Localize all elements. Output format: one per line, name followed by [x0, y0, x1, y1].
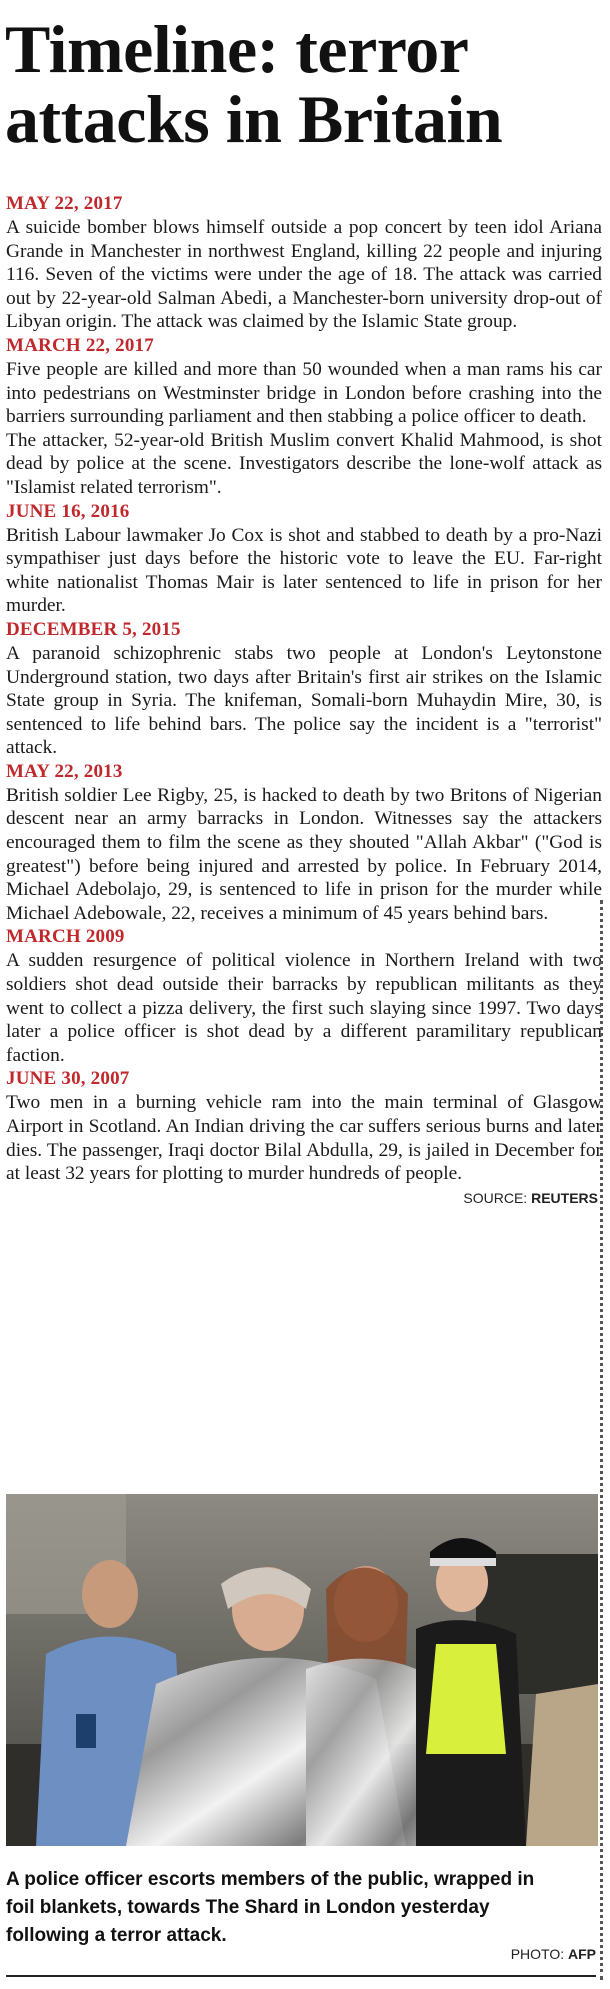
timeline-entry [6, 760, 602, 926]
bottom-rule [6, 1975, 596, 1977]
source-credit [6, 1190, 602, 1206]
entry-text: A paranoid schizophrenic stabs two people at London's Leytonstone Underground station, two days after Britain's first air strikes on the Islamic State group in Syria. The knifeman, Somali-born Muhaydin Mire, 30, is sentenced to life behind bars. The police say the incident is a "terrorist" attack. [6, 642, 602, 759]
timeline-article [6, 192, 602, 1206]
column-divider [600, 900, 603, 1980]
source-label: SOURCE: [463, 1189, 528, 1206]
photo-caption: A police officer escorts members of the public, wrapped in foil blankets, towards The Shard in London yesterday following a terror attack. [6, 1869, 535, 1946]
timeline-entry [6, 1067, 602, 1185]
timeline-entry [6, 618, 602, 760]
credit-label: PHOTO: [510, 1946, 565, 1962]
entry-date: DECEMBER 5, 2015 [6, 618, 181, 640]
entry-date: MAY 22, 2013 [6, 760, 123, 782]
source-name: REUTERS [531, 1189, 598, 1206]
entry-text: A suicide bomber blows himself outside a pop concert by teen idol Ariana Grande in Manchester in northwest England, killing 22 people and injuring 116. Seven of the victims were under the age of 18. The attack was carried out by 22-year-old Salman Abedi, a Manchester-born university drop-out of Libyan origin. The attack was claimed by the Islamic State group. [6, 217, 602, 333]
entry-text: British soldier Lee Rigby, 25, is hacked to death by two Britons of Nigerian descent near an army barracks in London. Witnesses say the attackers encouraged them to film the scene as they shouted "Allah Akbar" ("God is greatest") before being injured and arrested by police. In February 2014, Michael Adebolajo, 29, is sentenced to life in prison for the murder while Michael Adebowale, 22, receives a minimum of 45 years behind bars. [6, 784, 602, 924]
timeline-entry [6, 192, 602, 334]
credit-name: AFP [568, 1946, 596, 1962]
entry-text: The attacker, 52-year-old British Muslim convert Khalid Mahmood, is shot dead by police at the scene. Investigators describe the lone-wolf attack as "Islamist related terrorism". [6, 429, 602, 498]
entry-date: MARCH 22, 2017 [6, 334, 154, 356]
timeline-entry [6, 500, 602, 618]
entry-text: Two men in a burning vehicle ram into the main terminal of Glasgow Airport in Scotland. An Indian driving the car suffers serious burns and later dies. The passenger, Iraqi doctor Bilal Abdulla, 29, is jailed in December for at least 32 years for plotting to murder hundreds of people. [6, 1092, 602, 1185]
entry-date: MAY 22, 2017 [6, 193, 123, 214]
news-photo [6, 1494, 598, 1846]
photo-credit [511, 1946, 596, 1962]
headline: Timeline: terror attacks in Britain [5, 11, 503, 157]
entry-date: MARCH 2009 [6, 926, 125, 948]
entry-date: JUNE 16, 2016 [6, 500, 130, 522]
photo-illustration [6, 1494, 598, 1846]
entry-text: Five people are killed and more than 50 wounded when a man rams his car into pedestrians on Westminster bridge in London before crashing into the barriers surrounding parliament and then stabbing a police officer to death. [6, 358, 602, 428]
entry-text: British Labour lawmaker Jo Cox is shot and stabbed to death by a pro-Nazi sympathiser just days before the historic vote to leave the EU. Far-right white nationalist Thomas Mair is later sentenced to life in prison for her murder. [6, 524, 602, 617]
timeline-entry [6, 334, 602, 500]
entry-text: A sudden resurgence of political violence in Northern Ireland with two soldiers shot dead outside their barracks by republican militants as they went to collect a pizza delivery, the first such slaying since 1997. Two days later a police officer is shot dead by a different paramilitary republican faction. [6, 950, 602, 1066]
entry-date: JUNE 30, 2007 [6, 1068, 130, 1090]
timeline-entry [6, 925, 602, 1067]
